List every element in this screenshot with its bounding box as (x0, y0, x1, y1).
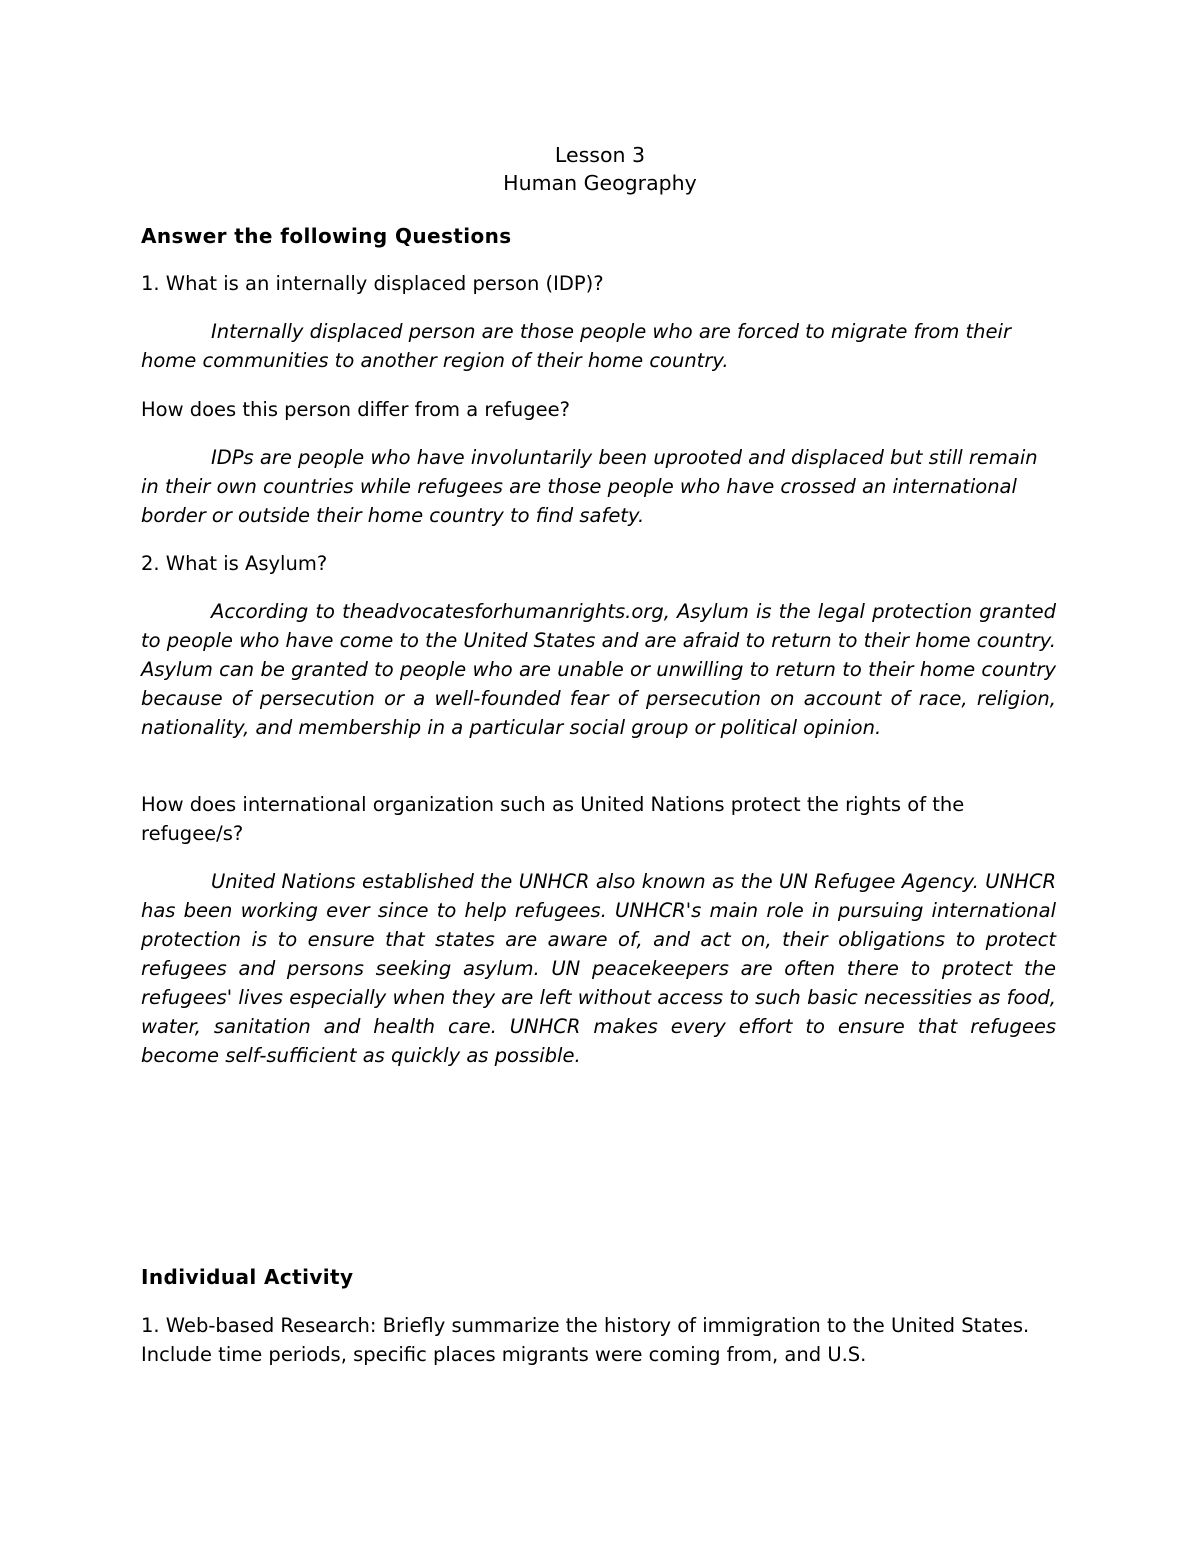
question-2: 2. What is Asylum? (141, 552, 328, 575)
activity-question-1: 1. Web-based Research: Briefly summarize the history of immigration to the United States. Include time periods, specific places migrants were coming from, and U.S. (141, 1314, 1030, 1366)
answer-2b: United Nations established the UNHCR also known as the UN Refugee Agency. UNHCR has been working ever since to help refugees. UNHCR's main role in pursuing international protection is to ensure that states are aware of, and act on, their obligations to protect refugees and persons seeking asylum. UN peacekeepers are often there to protect the refugees' lives especially when they are left without access to such basic necessities as food, water, sanitation and health care. UNHCR makes every effort to ensure that refugees become self-sufficient as quickly as possible. (141, 870, 1056, 1067)
section-heading-activity: Individual Activity (141, 1265, 354, 1289)
answer-1: Internally displaced person are those people who are forced to migrate from their home communities to another region of their home country. (141, 320, 1011, 372)
question-1b: How does this person differ from a refugee? (141, 398, 570, 421)
subject-title: Human Geography (503, 171, 697, 195)
answer-1b: IDPs are people who have involuntarily been uprooted and displaced but still remain in their own countries while refugees are those people who have crossed an international border or outside their home country to find safety. (141, 446, 1038, 527)
lesson-title: Lesson 3 (554, 143, 646, 167)
section-heading-questions: Answer the following Questions (141, 224, 512, 248)
question-2b: How does international organization such as United Nations protect the rights of the refugee/s? (141, 793, 965, 845)
answer-2: According to theadvocatesforhumanrights.org, Asylum is the legal protection granted to people who have come to the United States and are afraid to return to their home country. Asylum can be granted to people who are unable or unwilling to return to their home country because of persecution or a well-founded fear of persecution on account of race, religion, nationality, and membership in a particular social group or political opinion. (141, 600, 1056, 739)
question-1: 1. What is an internally displaced person (IDP)? (141, 272, 604, 295)
